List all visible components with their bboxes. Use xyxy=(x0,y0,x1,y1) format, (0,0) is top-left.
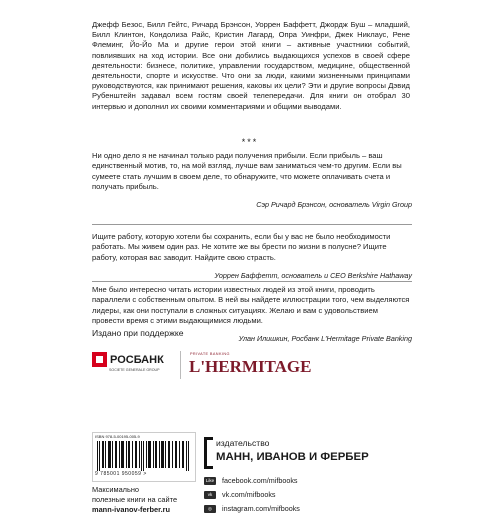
logo-divider xyxy=(180,351,181,379)
rosbank-name: РОСБАНК xyxy=(110,353,164,366)
tagline-line1: Максимально xyxy=(92,485,140,494)
intro-paragraph: Джефф Безос, Билл Гейтс, Ричард Брэнсон, Уоррен Баффетт, Джордж Буш – младший, Билл Клинтон, Кондолиза Райс, Кристин Лагард, Опра Уинфри, Джек Никлаус, Рене Флеминг, Йо-Йо Ма и другие герои этой книги – активные участники событий, повлиявших на ход истории. Все они добились выдающихся успехов в своей сфере деятельности: бизнесе, политике, управлении государством, медицине, общественной деятельности, спорте и искусстве. Что они за люди, какими жизненными принципами руководствуются, как принимают решения, каковы их цели? Эти и другие вопросы Дэвид Рубенштейн задавал всем гостям своей телепередачи. Для книги он отобрал 30 интервью и дополнил их своими комментариями и общими выводами. xyxy=(92,20,410,111)
publisher-bracket-icon xyxy=(204,437,213,469)
rosbank-mark-icon xyxy=(92,352,107,367)
divider-line xyxy=(92,281,412,282)
publisher-name: МАНН, ИВАНОВ И ФЕРБЕР xyxy=(216,451,369,463)
section-divider-stars: *** xyxy=(241,137,259,147)
tagline-line2: полезные книги на сайте xyxy=(92,495,178,504)
quote-author: Сэр Ричард Брэнсон, основатель Virgin Group xyxy=(256,200,412,210)
social-url: vk.com/mifbooks xyxy=(222,490,276,499)
support-caption: Издано при поддержке xyxy=(92,328,184,338)
facebook-icon: Like xyxy=(205,478,215,483)
quote-branson xyxy=(92,151,412,210)
social-vk[interactable] xyxy=(204,490,276,499)
hermitage-subtitle: PRIVATE BANKING xyxy=(190,352,230,356)
social-instagram[interactable] xyxy=(204,504,300,513)
hermitage-logo: L'HERMITAGE xyxy=(189,357,312,376)
isbn-text: ISBN 978-5-00195-005-9 xyxy=(95,434,140,439)
divider-line xyxy=(92,224,412,225)
quote-buffett xyxy=(92,232,412,281)
rosbank-logo xyxy=(92,352,164,367)
quote-text: Ищите работу, которую хотели бы сохранить, если бы у вас не было необходимости работать. Мы живем один раз. Не хотите же вы брести по жизни в полусне? Ищите работу, которая вас заводит. Найдите свою страсть. xyxy=(92,232,391,262)
social-url: instagram.com/mifbooks xyxy=(222,504,300,513)
rosbank-subtitle: SOCIETE GENERALE GROUP xyxy=(109,368,160,372)
tagline xyxy=(92,485,177,505)
publisher-label: издательство xyxy=(216,438,270,448)
barcode-icon xyxy=(95,441,191,471)
social-url: facebook.com/mifbooks xyxy=(222,476,298,485)
website-link[interactable]: mann-ivanov-ferber.ru xyxy=(92,505,171,514)
social-facebook[interactable] xyxy=(204,476,298,485)
quote-text: Мне было интересно читать истории известных людей из этой книги, проводить параллели с собственным опытом. В ней вы найдете иллюстрации того, чем выделяются лидеры, как они поступали в сложных ситуациях. Желаю и вам с удовольствием провести время с этими выдающимися людьми. xyxy=(92,285,410,325)
instagram-icon: ◎ xyxy=(204,505,216,513)
barcode-digits: 9 785001 950059 > xyxy=(95,471,147,477)
vk-icon: vk xyxy=(204,491,216,499)
quote-author: Уоррен Баффетт, основатель и CEO Berkshire Hathaway xyxy=(214,270,412,280)
quote-author: Улан Илишкин, Росбанк L'Hermitage Private Banking xyxy=(238,334,412,344)
quote-text: Ни одно дело я не начинал только ради получения прибыли. Если прибыль – ваш единственный мотив, то, на мой взгляд, лучше вам заниматься чем-то другим. Если вы сумеете стать лучшим в своем деле, то обнаружите, что можете оплачивать счета и получать прибыль. xyxy=(92,151,402,191)
